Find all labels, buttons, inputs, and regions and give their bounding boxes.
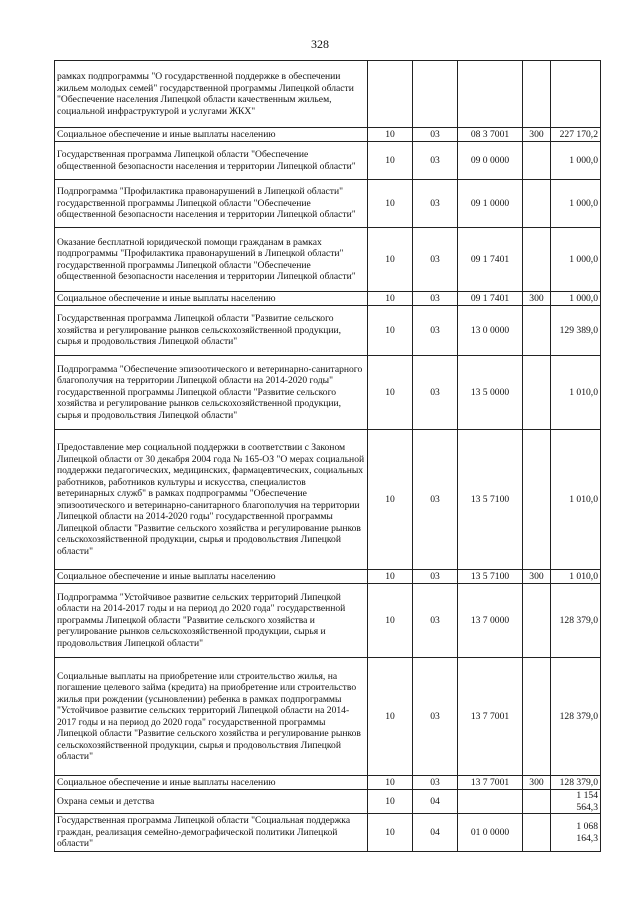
table-row	[55, 356, 601, 430]
row-section: 10	[368, 180, 413, 228]
row-type: 300	[523, 570, 551, 584]
row-amount: 128 379,0	[551, 776, 601, 790]
row-name: Государственная программа Липецкой области "Обеспечение общественной безопасности населения и территории Липецкой области"	[55, 142, 368, 180]
row-target: 13 5 7100	[458, 430, 523, 570]
row-amount: 1 010,0	[551, 570, 601, 584]
row-target: 01 0 0000	[458, 814, 523, 852]
row-amount: 1 000,0	[551, 180, 601, 228]
table-row	[55, 814, 601, 852]
row-name: Оказание бесплатной юридической помощи гражданам в рамках подпрограммы "Профилактика правонарушений в Липецкой области" государственной программы Липецкой области "Обеспечение общественной безопасности населения и территории Липецкой области"	[55, 228, 368, 292]
row-subsection: 03	[413, 228, 458, 292]
row-amount: 1 010,0	[551, 356, 601, 430]
row-type	[523, 584, 551, 658]
table-row	[55, 142, 601, 180]
row-section: 10	[368, 584, 413, 658]
table-row	[55, 790, 601, 814]
row-amount	[551, 61, 601, 128]
table-row	[55, 61, 601, 128]
page-number: 328	[311, 37, 329, 51]
row-name: Социальное обеспечение и иные выплаты населению	[55, 292, 368, 306]
row-section: 10	[368, 814, 413, 852]
row-subsection: 04	[413, 814, 458, 852]
row-subsection: 03	[413, 658, 458, 776]
row-amount: 227 170,2	[551, 128, 601, 142]
row-target: 13 5 0000	[458, 356, 523, 430]
row-amount: 1 000,0	[551, 292, 601, 306]
row-subsection: 03	[413, 306, 458, 356]
row-amount: 128 379,0	[551, 658, 601, 776]
row-type	[523, 790, 551, 814]
row-name: Предоставление мер социальной поддержки в соответствии с Законом Липецкой области от 30 декабря 2004 года № 165-ОЗ "О мерах социальной поддержки педагогических, медицинских, фармацевтических, социальных работников, работников культуры и искусства, специалистов ветеринарных служб" в рамках подпрограммы "Обеспечение эпизоотического и ветеринарно-санитарного благополучия на территории Липецкой области на 2014-2020 годы" государственной программы Липецкой области "Развитие сельского хозяйства и регулирование рынков сельскохозяйственной продукции, сырья и продовольствия Липецкой области"	[55, 430, 368, 570]
row-type	[523, 430, 551, 570]
row-target: 13 7 7001	[458, 658, 523, 776]
row-type: 300	[523, 776, 551, 790]
row-section: 10	[368, 658, 413, 776]
row-type: 300	[523, 292, 551, 306]
row-type	[523, 658, 551, 776]
row-amount: 128 379,0	[551, 584, 601, 658]
row-name: Подпрограмма "Профилактика правонарушений в Липецкой области" государственной программы Липецкой области "Обеспечение общественной безопасности населения и территории Липецкой области"	[55, 180, 368, 228]
table-row	[55, 584, 601, 658]
row-name: Социальное обеспечение и иные выплаты населению	[55, 776, 368, 790]
row-name: рамках подпрограммы "О государственной поддержке в обеспечении жильем молодых семей" государственной программы Липецкой области "Обеспечение населения Липецкой области качественным жильем, социальной инфраструктурой и услугами ЖКХ"	[55, 61, 368, 128]
row-subsection: 03	[413, 776, 458, 790]
row-subsection: 03	[413, 128, 458, 142]
row-amount: 1 000,0	[551, 142, 601, 180]
row-section	[368, 61, 413, 128]
row-subsection: 04	[413, 790, 458, 814]
row-name: Подпрограмма "Обеспечение эпизоотического и ветеринарно-санитарного благополучия на территории Липецкой области на 2014-2020 годы" государственной программы Липецкой области "Развитие сельского хозяйства и регулирование рынков сельскохозяйственной продукции, сырья и продовольствия Липецкой области"	[55, 356, 368, 430]
row-type: 300	[523, 128, 551, 142]
row-section: 10	[368, 776, 413, 790]
row-subsection	[413, 61, 458, 128]
row-subsection: 03	[413, 292, 458, 306]
row-section: 10	[368, 228, 413, 292]
row-section: 10	[368, 570, 413, 584]
table-row	[55, 306, 601, 356]
table-row	[55, 658, 601, 776]
table-row	[55, 776, 601, 790]
row-subsection: 03	[413, 356, 458, 430]
row-target: 09 0 0000	[458, 142, 523, 180]
row-amount: 129 389,0	[551, 306, 601, 356]
row-target: 09 1 0000	[458, 180, 523, 228]
row-name: Социальное обеспечение и иные выплаты населению	[55, 570, 368, 584]
row-amount: 1 154 564,3	[551, 790, 601, 814]
row-type	[523, 142, 551, 180]
row-subsection: 03	[413, 430, 458, 570]
table-row	[55, 128, 601, 142]
row-target: 13 5 7100	[458, 570, 523, 584]
row-target: 09 1 7401	[458, 292, 523, 306]
row-target: 08 3 7001	[458, 128, 523, 142]
row-section: 10	[368, 128, 413, 142]
row-amount: 1 000,0	[551, 228, 601, 292]
row-type	[523, 61, 551, 128]
row-name: Государственная программа Липецкой области "Социальная поддержка граждан, реализация семейно-демографической политики Липецкой области"	[55, 814, 368, 852]
row-target	[458, 61, 523, 128]
row-name: Охрана семьи и детства	[55, 790, 368, 814]
row-target: 13 7 0000	[458, 584, 523, 658]
row-target: 09 1 7401	[458, 228, 523, 292]
row-section: 10	[368, 142, 413, 180]
row-amount: 1 068 164,3	[551, 814, 601, 852]
row-type	[523, 814, 551, 852]
row-subsection: 03	[413, 570, 458, 584]
row-target: 13 7 7001	[458, 776, 523, 790]
row-subsection: 03	[413, 142, 458, 180]
row-type	[523, 228, 551, 292]
table-row	[55, 180, 601, 228]
row-section: 10	[368, 292, 413, 306]
row-section: 10	[368, 790, 413, 814]
row-section: 10	[368, 356, 413, 430]
row-name: Подпрограмма "Устойчивое развитие сельских территорий Липецкой области на 2014-2017 годы и на период до 2020 года" государственной программы Липецкой области "Развитие сельского хозяйства и регулирование рынков сельскохозяйственной продукции, сырья и продовольствия Липецкой области"	[55, 584, 368, 658]
row-type	[523, 180, 551, 228]
row-target: 13 0 0000	[458, 306, 523, 356]
row-section: 10	[368, 306, 413, 356]
row-name: Социальные выплаты на приобретение или строительство жилья, на погашение целевого займа (кредита) на приобретение или строительство жилья при рождении (усыновлении) ребенка в рамках подпрограммы "Устойчивое развитие сельских территорий Липецкой области на 2014-2017 годы и на период до 2020 года" государственной программы Липецкой области "Развитие сельского хозяйства и регулирование рынков сельскохозяйственной продукции, сырья и продовольствия Липецкой области"	[55, 658, 368, 776]
row-amount: 1 010,0	[551, 430, 601, 570]
row-name: Государственная программа Липецкой области "Развитие сельского хозяйства и регулирование рынков сельскохозяйственной продукции, сырья и продовольствия Липецкой области"	[55, 306, 368, 356]
table-row	[55, 570, 601, 584]
row-target	[458, 790, 523, 814]
budget-table	[54, 60, 601, 852]
table-row	[55, 430, 601, 570]
table-row	[55, 292, 601, 306]
row-type	[523, 356, 551, 430]
table-row	[55, 228, 601, 292]
row-subsection: 03	[413, 584, 458, 658]
row-type	[523, 306, 551, 356]
row-subsection: 03	[413, 180, 458, 228]
row-name: Социальное обеспечение и иные выплаты населению	[55, 128, 368, 142]
row-section: 10	[368, 430, 413, 570]
